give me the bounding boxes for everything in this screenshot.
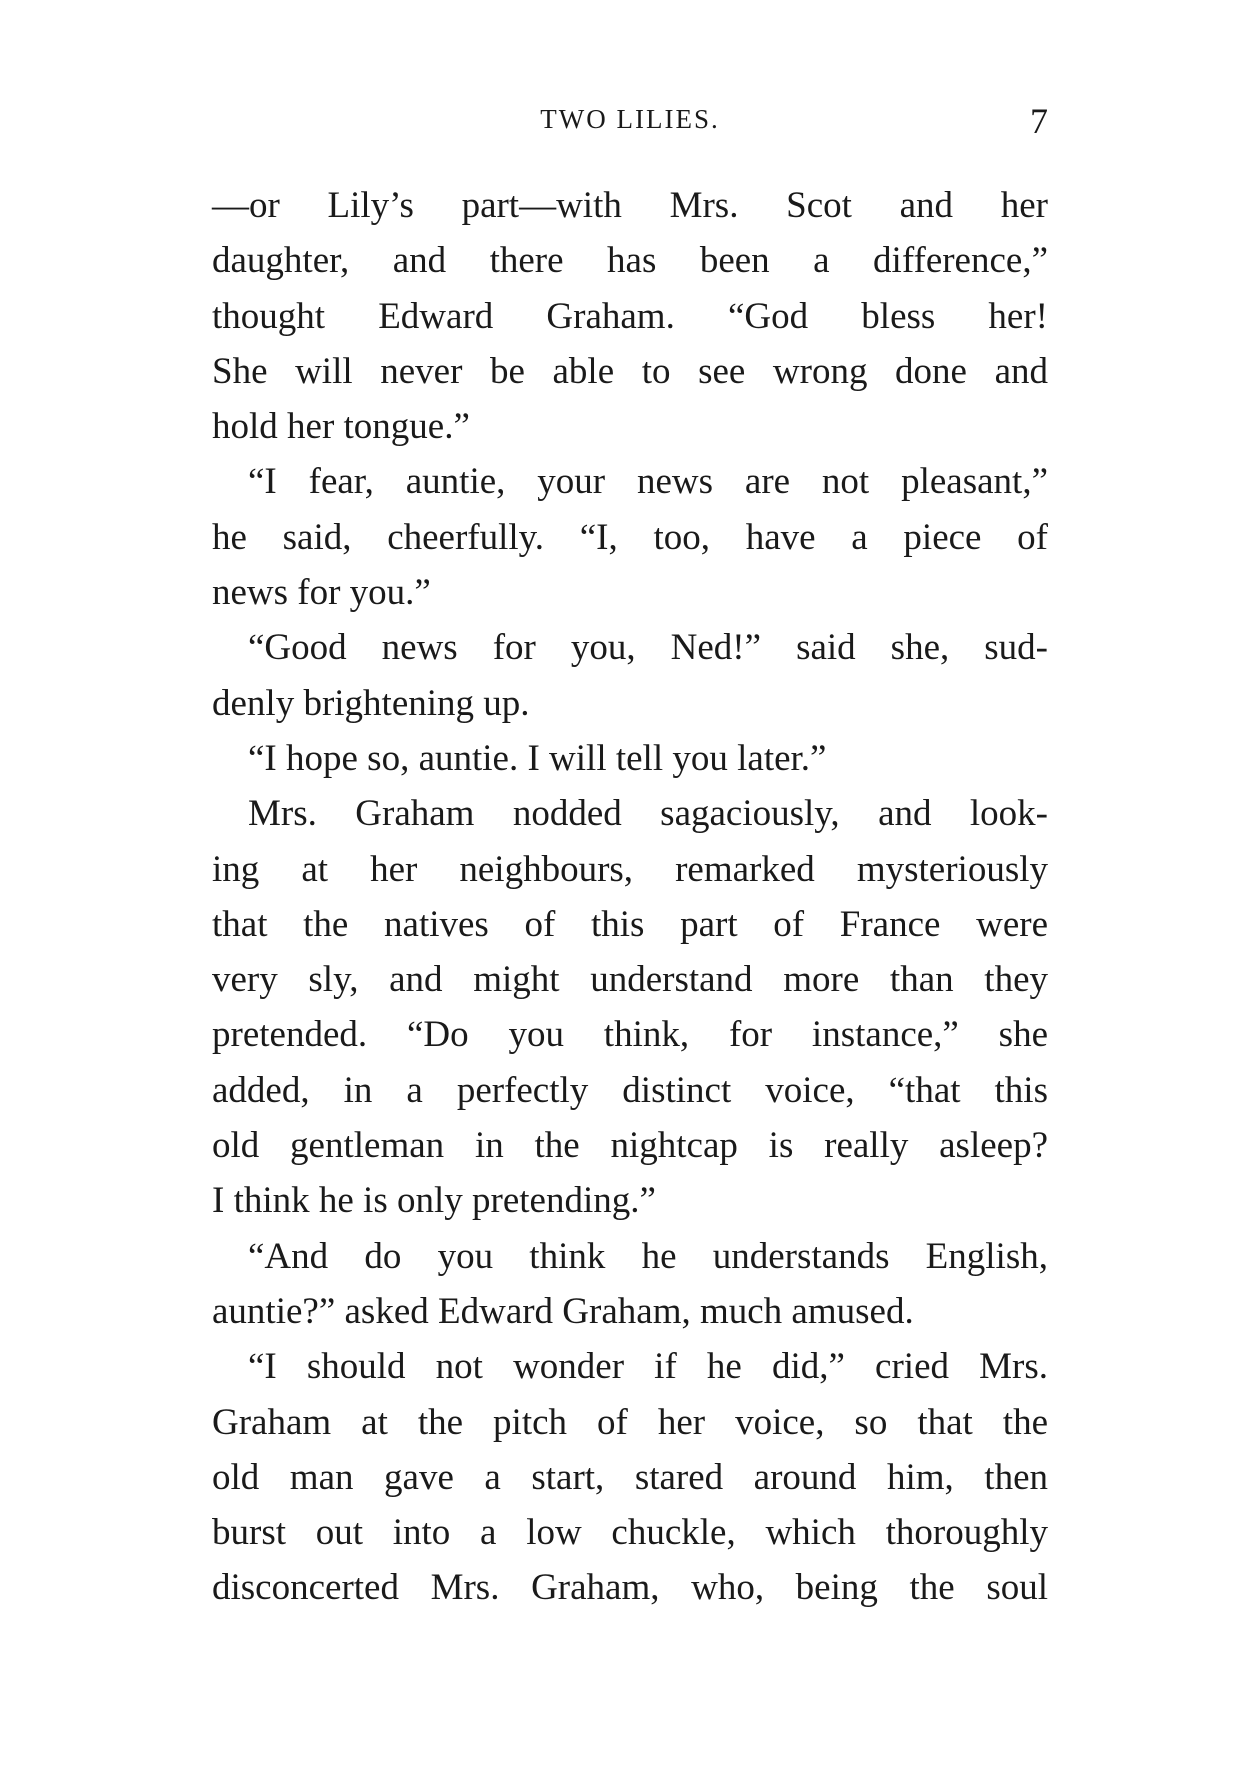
body-text: [212, 178, 1048, 1616]
text-line: Graham at the pitch of her voice, so that the: [212, 1401, 1048, 1443]
text-line: news for you.”: [212, 572, 431, 614]
text-line: he said, cheerfully. “I, too, have a piece of: [212, 516, 1048, 558]
text-line: old man gave a start, stared around him, then: [212, 1456, 1048, 1498]
text-line: denly brightening up.: [212, 682, 530, 724]
text-line: “And do you think he understands English,: [248, 1235, 1048, 1277]
text-line: “I hope so, auntie. I will tell you later.”: [248, 737, 827, 779]
text-line: pretended. “Do you think, for instance,” she: [212, 1014, 1048, 1056]
text-line: She will never be able to see wrong done and: [212, 350, 1048, 392]
text-line: old gentleman in the nightcap is really asleep?: [212, 1125, 1048, 1167]
text-line: daughter, and there has been a difference,”: [212, 240, 1048, 282]
text-line: Mrs. Graham nodded sagaciously, and look-: [248, 793, 1048, 835]
text-line: very sly, and might understand more than they: [212, 959, 1048, 1001]
text-line: “Good news for you, Ned!” said she, sud-: [248, 627, 1048, 669]
text-line: burst out into a low chuckle, which thoroughly: [212, 1512, 1048, 1554]
text-line: hold her tongue.”: [212, 406, 470, 448]
text-line: —or Lily’s part—with Mrs. Scot and her: [212, 185, 1048, 226]
text-line: I think he is only pretending.”: [212, 1180, 656, 1222]
text-line: thought Edward Graham. “God bless her!: [212, 295, 1048, 337]
page-number: 7: [1030, 101, 1048, 141]
text-line: auntie?” asked Edward Graham, much amused.: [212, 1290, 914, 1332]
text-line: added, in a perfectly distinct voice, “that this: [212, 1069, 1048, 1111]
running-title: TWO LILIES.: [540, 104, 720, 134]
text-line: “I should not wonder if he did,” cried Mrs.: [248, 1346, 1048, 1388]
text-line: “I fear, auntie, your news are not pleasant,”: [248, 461, 1048, 503]
text-line: ing at her neighbours, remarked mysteriously: [212, 848, 1048, 890]
text-line: disconcerted Mrs. Graham, who, being the soul: [212, 1567, 1048, 1609]
running-head: [212, 100, 1048, 146]
text-line: that the natives of this part of France were: [212, 903, 1048, 945]
